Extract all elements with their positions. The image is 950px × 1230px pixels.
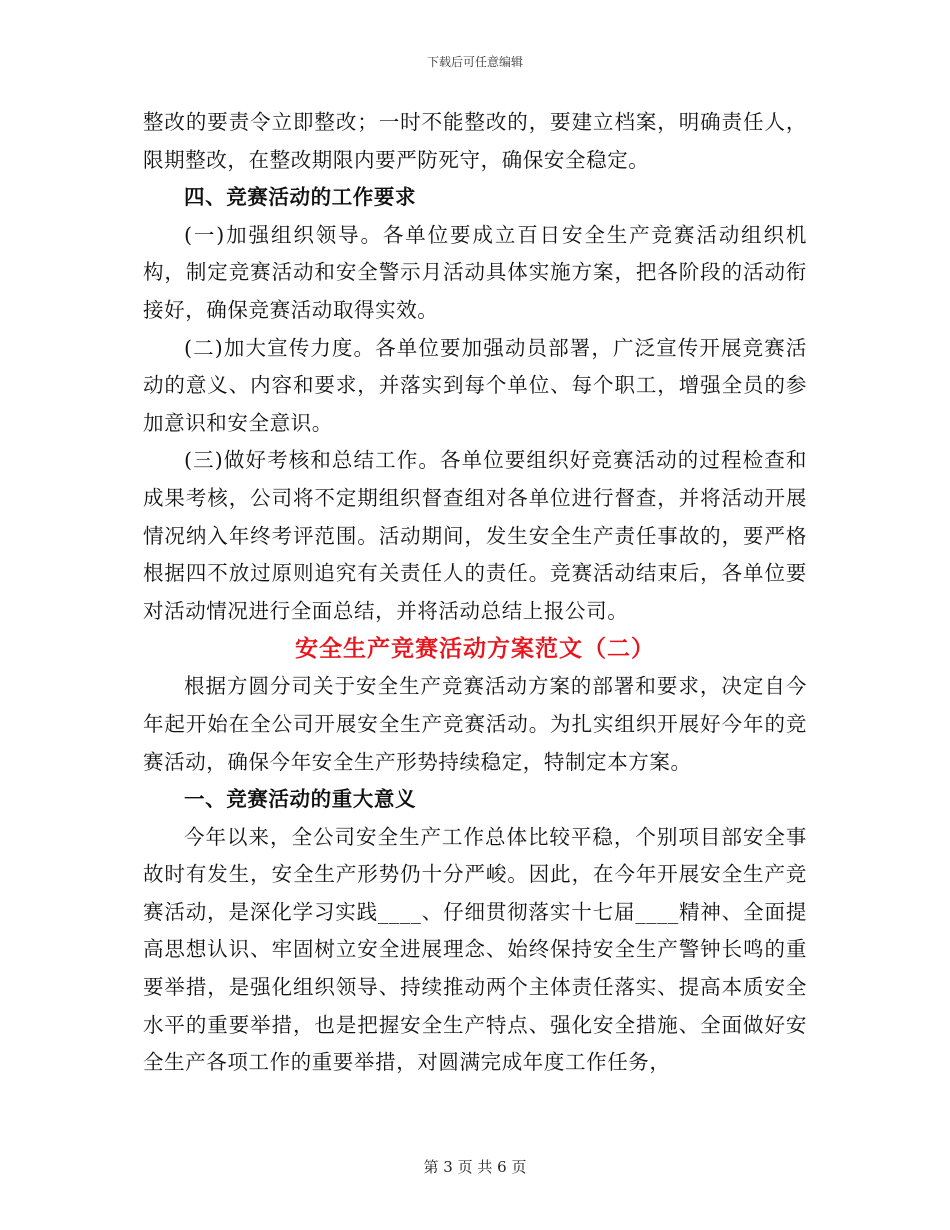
paragraph-significance: 今年以来，全公司安全生产工作总体比较平稳，个别项目部安全事故时有发生，安全生产形势仍十分严峻。因此，在今年开展安全生产竞赛活动，是深化学习实践____、仔细贯彻落实十七届____精神、全面提高思想认识、牢固树立安全进展理念、始终保持安全生产警钟长鸣的重要举措，是强化组织领导、持续推动两个主体责任落实、提高本质安全水平的重要举措，也是把握安全生产特点、强化安全措施、全面做好安全生产各项工作的重要举措，对圆满完成年度工作任务， <box>143 824 807 1075</box>
paragraph-plan-intro: 根据方圆分司关于安全生产竞赛活动方案的部署和要求，决定自今年起开始在全公司开展安全生产竞赛活动。为扎实组织开展好今年的竞赛活动，确保今年安全生产形势持续稳定，特制定本方案。 <box>143 674 807 774</box>
heading-work-requirements: 四、竞赛活动的工作要求 <box>184 185 417 210</box>
page-header: 下载后可任意编辑 <box>426 55 523 69</box>
paragraph-organization-leadership: (一)加强组织领导。各单位要成立百日安全生产竞赛活动组织机构，制定竞赛活动和安全警示月活动具体实施方案，把各阶段的活动衔接好，确保竞赛活动取得实效。 <box>143 222 807 322</box>
page-number: 第 3 页 共 6 页 <box>423 1158 527 1176</box>
paragraph-publicity: (二)加大宣传力度。各单位要加强动员部署，广泛宣传开展竞赛活动的意义、内容和要求，并落实到每个单位、每个职工，增强全员的参加意识和安全意识。 <box>143 335 807 435</box>
document-body <box>143 104 807 1082</box>
section-title: 安全生产竞赛活动方案范文（二） <box>295 636 655 663</box>
paragraph-assessment-summary: (三)做好考核和总结工作。各单位要组织好竞赛活动的过程检查和成果考核，公司将不定期组织督查组对各单位进行督查，并将活动开展情况纳入年终考评范围。活动期间，发生安全生产责任事故的，要严格根据四不放过原则追究有关责任人的责任。竞赛活动结束后，各单位要对活动情况进行全面总结，并将活动总结上报公司。 <box>143 448 807 623</box>
heading-significance: 一、竞赛活动的重大意义 <box>184 787 417 812</box>
paragraph-rectification: 整改的要责令立即整改；一时不能整改的，要建立档案，明确责任人，限期整改，在整改期限内要严防死守，确保安全稳定。 <box>143 110 807 172</box>
